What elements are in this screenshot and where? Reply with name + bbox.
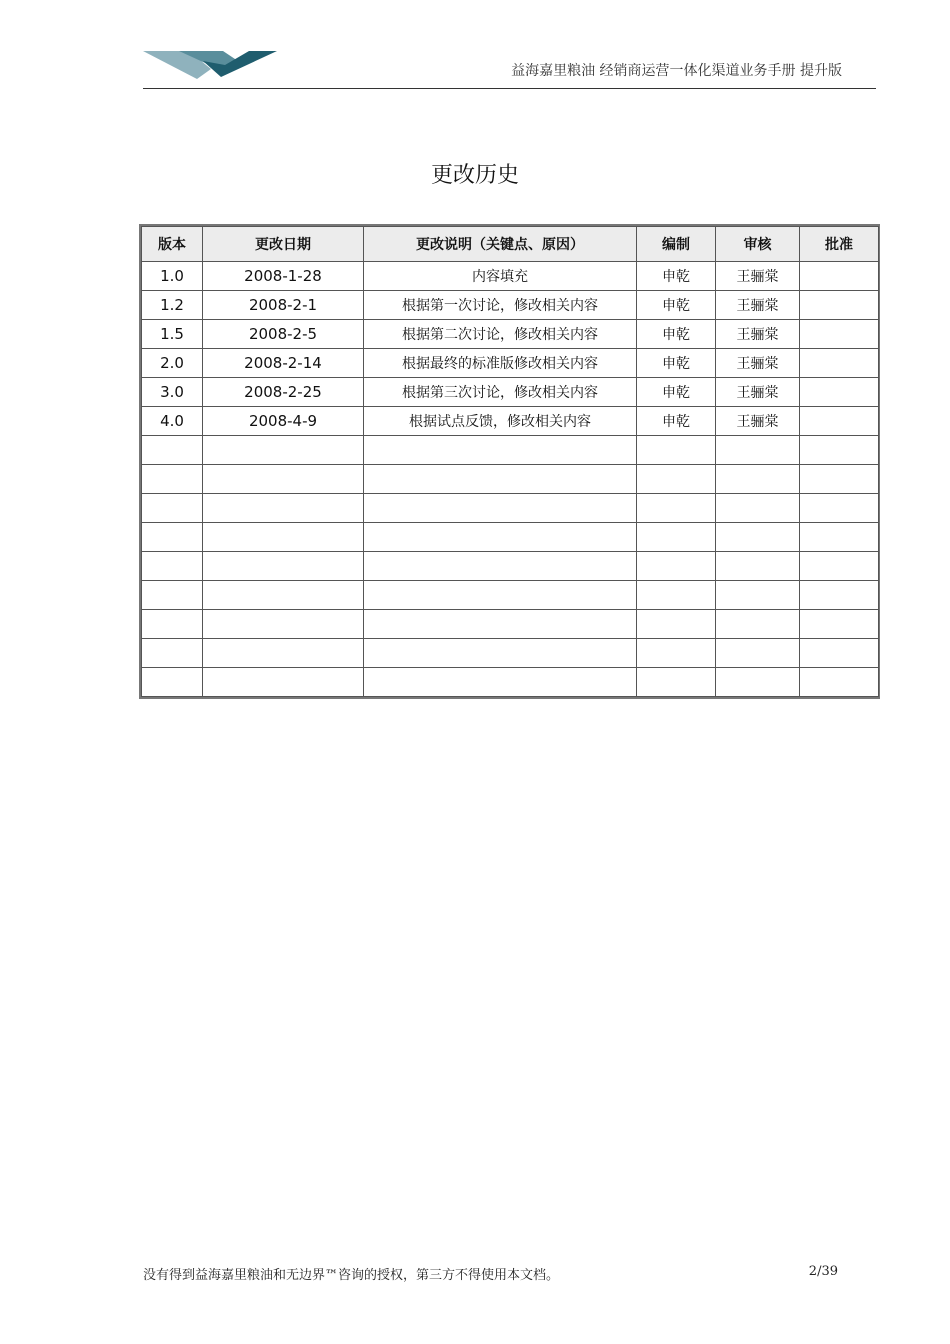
cell-description: 根据试点反馈，修改相关内容 xyxy=(364,407,637,436)
cell-author: 申乾 xyxy=(637,407,716,436)
cell-author: 申乾 xyxy=(637,349,716,378)
table-row xyxy=(142,320,879,349)
cell-version: 3.0 xyxy=(142,378,203,407)
cell-version xyxy=(142,494,203,523)
table-row xyxy=(142,523,879,552)
col-header-author: 编制 xyxy=(637,227,716,262)
cell-description xyxy=(364,668,637,697)
cell-date xyxy=(203,494,364,523)
cell-version xyxy=(142,552,203,581)
cell-version xyxy=(142,668,203,697)
cell-author: 申乾 xyxy=(637,320,716,349)
cell-approver xyxy=(800,581,879,610)
cell-version xyxy=(142,436,203,465)
cell-date xyxy=(203,639,364,668)
cell-description xyxy=(364,494,637,523)
cell-reviewer xyxy=(716,581,800,610)
cell-reviewer: 王骊棠 xyxy=(716,291,800,320)
cell-date: 2008-4-9 xyxy=(203,407,364,436)
header-divider xyxy=(143,88,876,89)
table-row xyxy=(142,291,879,320)
cell-reviewer: 王骊棠 xyxy=(716,320,800,349)
cell-approver xyxy=(800,639,879,668)
cell-description xyxy=(364,523,637,552)
cell-author xyxy=(637,436,716,465)
page-number: 2/39 xyxy=(808,1264,838,1279)
cell-version xyxy=(142,610,203,639)
cell-reviewer xyxy=(716,494,800,523)
cell-reviewer xyxy=(716,465,800,494)
cell-reviewer: 王骊棠 xyxy=(716,349,800,378)
col-header-approver: 批准 xyxy=(800,227,879,262)
cell-author xyxy=(637,581,716,610)
cell-author: 申乾 xyxy=(637,262,716,291)
cell-description: 根据最终的标准版修改相关内容 xyxy=(364,349,637,378)
cell-description xyxy=(364,610,637,639)
cell-description: 根据第三次讨论，修改相关内容 xyxy=(364,378,637,407)
col-header-date: 更改日期 xyxy=(203,227,364,262)
footer-copyright-note: 没有得到益海嘉里粮油和无边界™咨询的授权，第三方不得使用本文档。 xyxy=(143,1268,560,1283)
cell-version xyxy=(142,639,203,668)
cell-date: 2008-2-25 xyxy=(203,378,364,407)
cell-date: 2008-2-14 xyxy=(203,349,364,378)
table-header-row xyxy=(142,227,879,262)
table-row xyxy=(142,349,879,378)
table-row xyxy=(142,262,879,291)
change-history-table xyxy=(139,224,880,699)
cell-date xyxy=(203,552,364,581)
cell-author: 申乾 xyxy=(637,378,716,407)
table-row xyxy=(142,378,879,407)
table-row xyxy=(142,407,879,436)
cell-date: 2008-1-28 xyxy=(203,262,364,291)
cell-date xyxy=(203,465,364,494)
wave-logo-icon xyxy=(143,47,277,83)
cell-approver xyxy=(800,407,879,436)
cell-approver xyxy=(800,349,879,378)
cell-date xyxy=(203,610,364,639)
cell-approver xyxy=(800,262,879,291)
table-row xyxy=(142,639,879,668)
col-header-description: 更改说明（关键点、原因） xyxy=(364,227,637,262)
cell-date xyxy=(203,436,364,465)
cell-reviewer: 王骊棠 xyxy=(716,378,800,407)
table-row xyxy=(142,552,879,581)
cell-approver xyxy=(800,465,879,494)
cell-description xyxy=(364,436,637,465)
cell-author xyxy=(637,668,716,697)
cell-approver xyxy=(800,378,879,407)
cell-approver xyxy=(800,436,879,465)
cell-version: 1.2 xyxy=(142,291,203,320)
cell-description xyxy=(364,581,637,610)
cell-reviewer: 王骊棠 xyxy=(716,262,800,291)
cell-date xyxy=(203,523,364,552)
page-title: 更改历史 xyxy=(430,163,519,188)
cell-version: 1.0 xyxy=(142,262,203,291)
cell-approver xyxy=(800,552,879,581)
cell-date xyxy=(203,581,364,610)
cell-author xyxy=(637,610,716,639)
cell-date: 2008-2-5 xyxy=(203,320,364,349)
table-row xyxy=(142,610,879,639)
cell-author: 申乾 xyxy=(637,291,716,320)
cell-version: 4.0 xyxy=(142,407,203,436)
cell-approver xyxy=(800,668,879,697)
cell-version xyxy=(142,465,203,494)
cell-description xyxy=(364,639,637,668)
cell-approver xyxy=(800,494,879,523)
cell-reviewer: 王骊棠 xyxy=(716,407,800,436)
col-header-version: 版本 xyxy=(142,227,203,262)
cell-description: 内容填充 xyxy=(364,262,637,291)
cell-version xyxy=(142,523,203,552)
cell-author xyxy=(637,639,716,668)
col-header-reviewer: 审核 xyxy=(716,227,800,262)
cell-reviewer xyxy=(716,639,800,668)
cell-description: 根据第一次讨论，修改相关内容 xyxy=(364,291,637,320)
cell-reviewer xyxy=(716,436,800,465)
header-title: 益海嘉里粮油 经销商运营一体化渠道业务手册 提升版 xyxy=(511,63,842,79)
cell-reviewer xyxy=(716,552,800,581)
cell-approver xyxy=(800,523,879,552)
table-row xyxy=(142,494,879,523)
cell-author xyxy=(637,552,716,581)
cell-reviewer xyxy=(716,523,800,552)
cell-approver xyxy=(800,610,879,639)
cell-reviewer xyxy=(716,610,800,639)
table-row xyxy=(142,581,879,610)
cell-description: 根据第二次讨论，修改相关内容 xyxy=(364,320,637,349)
cell-author xyxy=(637,494,716,523)
cell-date xyxy=(203,668,364,697)
cell-reviewer xyxy=(716,668,800,697)
cell-author xyxy=(637,465,716,494)
cell-date: 2008-2-1 xyxy=(203,291,364,320)
table-row xyxy=(142,668,879,697)
cell-author xyxy=(637,523,716,552)
cell-version: 1.5 xyxy=(142,320,203,349)
cell-version xyxy=(142,581,203,610)
cell-approver xyxy=(800,291,879,320)
cell-description xyxy=(364,465,637,494)
cell-version: 2.0 xyxy=(142,349,203,378)
cell-description xyxy=(364,552,637,581)
cell-approver xyxy=(800,320,879,349)
table-row xyxy=(142,465,879,494)
table-row xyxy=(142,436,879,465)
